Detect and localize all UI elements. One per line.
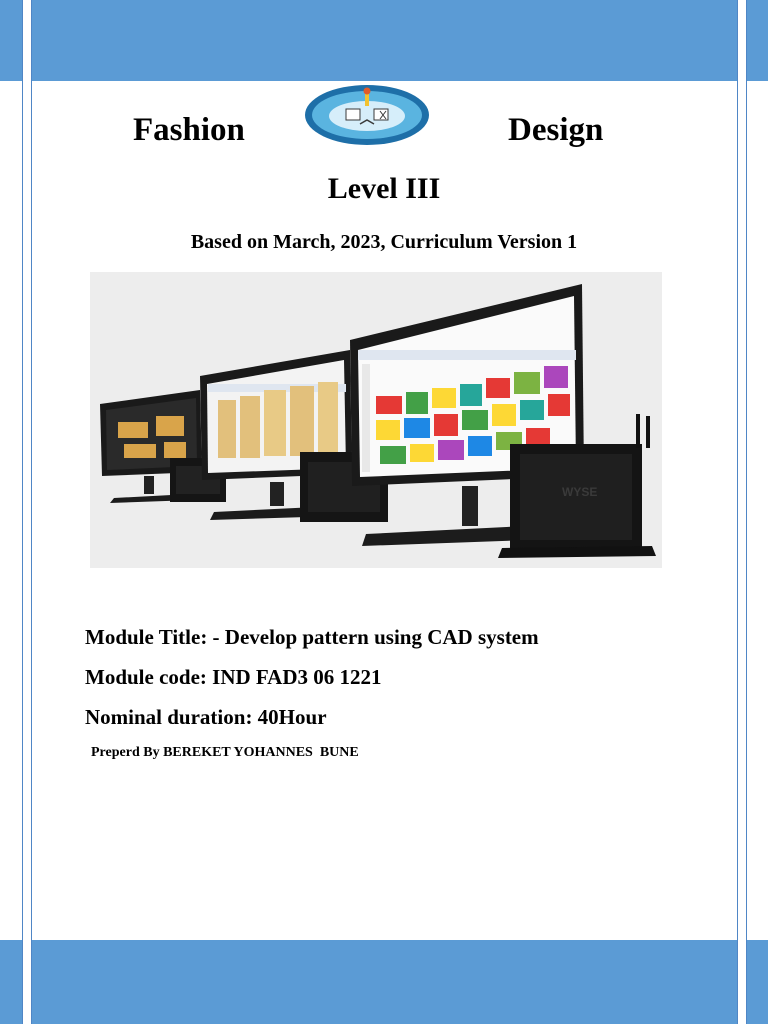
curriculum-version: Based on March, 2023, Curriculum Version 1 <box>190 231 578 253</box>
border-line <box>22 0 23 1024</box>
border-line <box>31 0 32 1024</box>
college-logo <box>304 84 430 146</box>
title-word-design: Design <box>508 112 604 148</box>
brand-label: WYSE <box>562 485 598 499</box>
module-code: Module code: IND FAD3 06 1221 <box>85 665 382 689</box>
module-title: Module Title: - Develop pattern using CAD system <box>85 625 539 649</box>
cad-workstations-image <box>90 272 662 568</box>
bottom-band-left <box>0 940 22 1024</box>
top-band-right <box>747 0 768 81</box>
prepared-by: Preperd By BEREKET YOHANNES BUNE <box>91 745 359 760</box>
border-line <box>746 0 747 1024</box>
border-line <box>737 0 738 1024</box>
bottom-band-right <box>747 940 768 1024</box>
bottom-band-center <box>32 940 737 1024</box>
top-band-center <box>32 0 737 81</box>
top-band-left <box>0 0 22 81</box>
nominal-duration: Nominal duration: 40Hour <box>85 705 327 729</box>
title-word-fashion: Fashion <box>133 112 245 148</box>
level-heading: Level III <box>327 172 441 205</box>
